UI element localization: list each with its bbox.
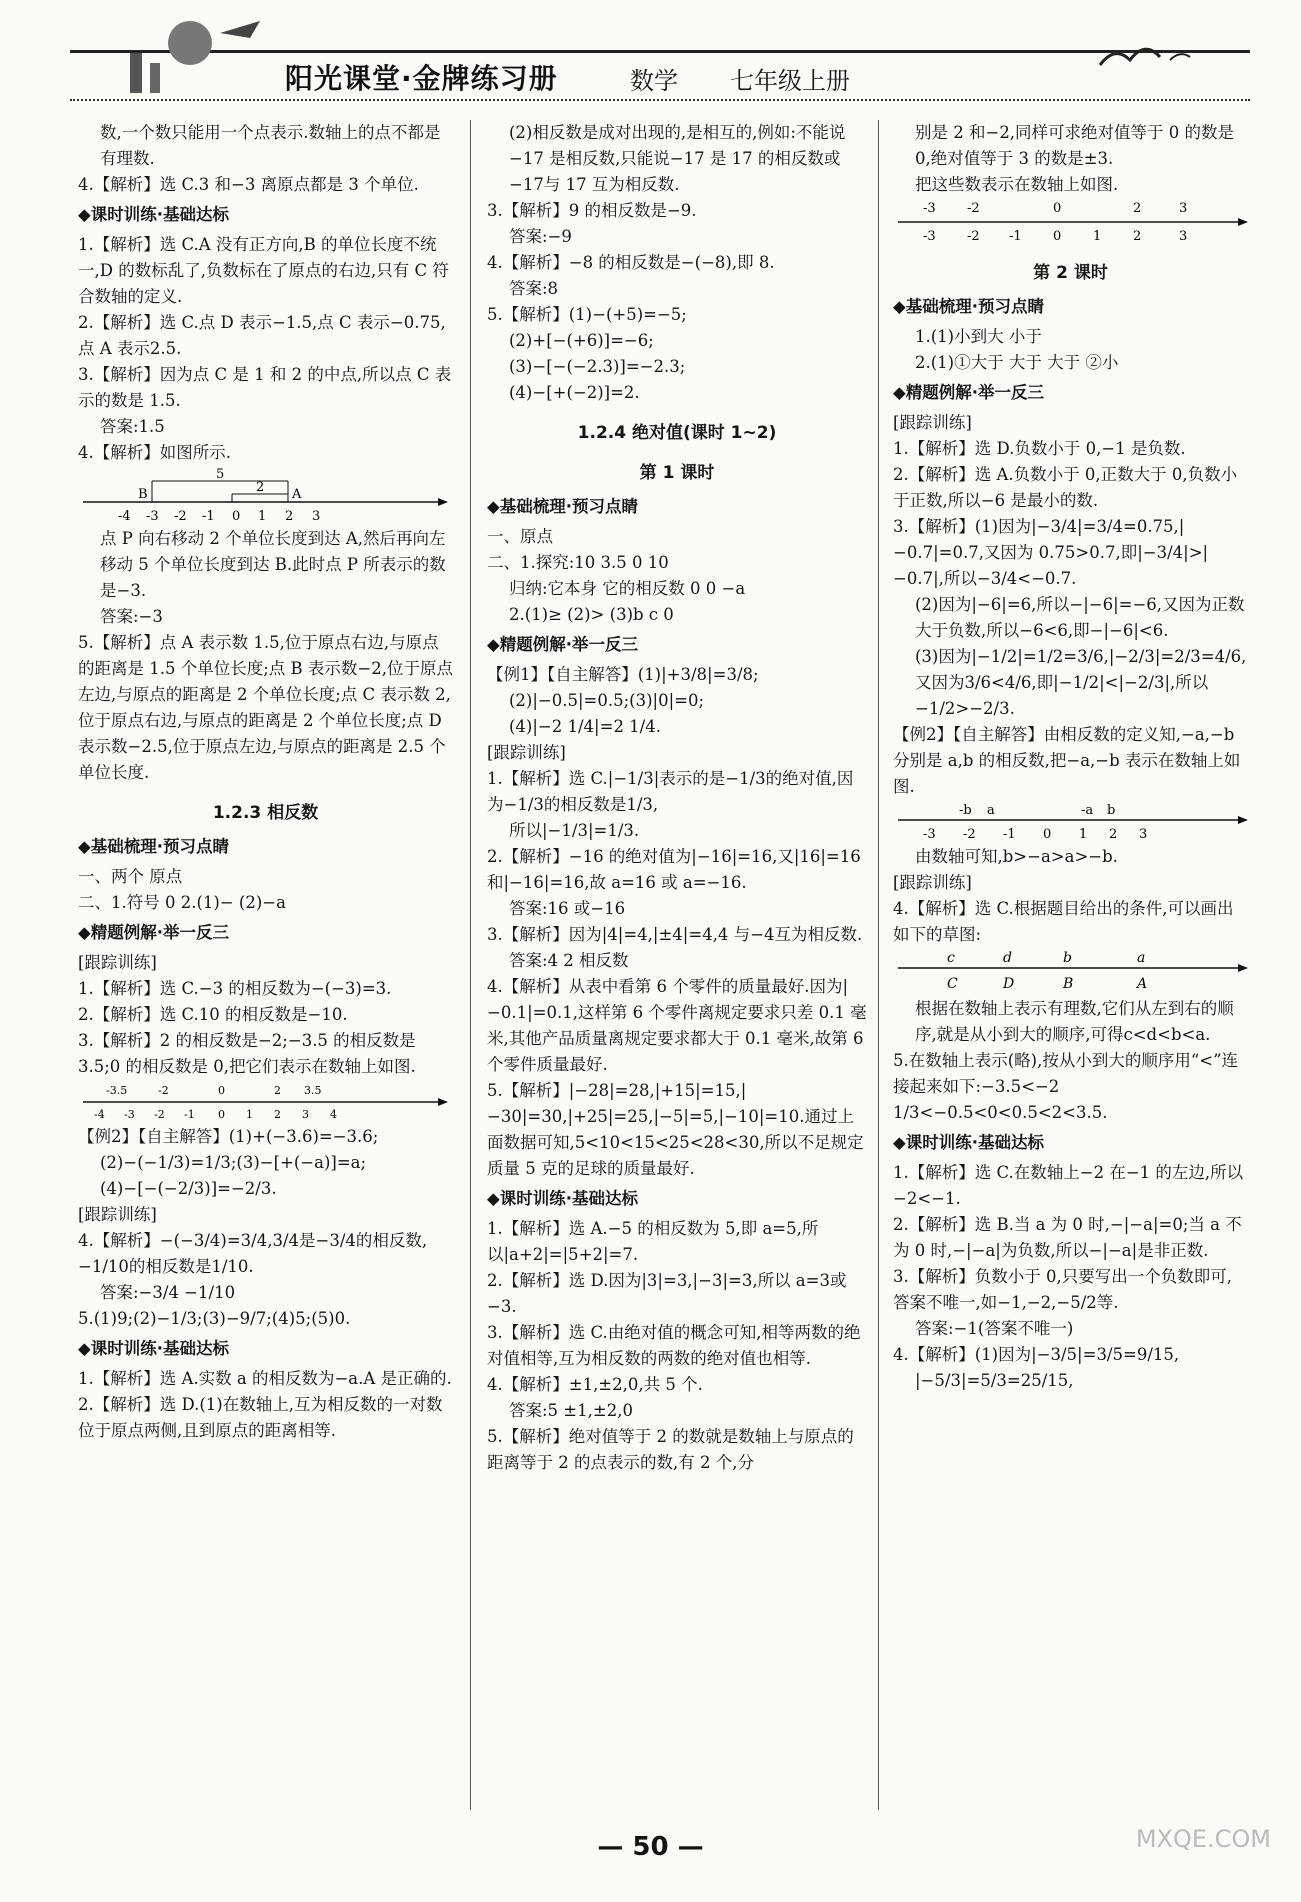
tick-label: 0 [232,509,241,524]
section-title: 第 1 课时 [639,463,715,483]
axis-label: 5 [216,467,225,482]
tick-label: 0 [218,1084,225,1097]
answer-line: 答案:1.5 [100,417,165,436]
section-heading: ◆课时训练·基础达标 [487,1189,638,1208]
answer-line: 答案:16 或−16 [509,899,626,918]
text-line: 所以|−1/3|=1/3. [509,821,640,840]
text-line: 【例2】【自主解答】由相反数的定义知,−a,−b 分别是 a,b 的相反数,把−a,−b 表示在数轴上如图. [893,725,1241,796]
text-line: 2.【解析】选 A.负数小于 0,正数大于 0,负数小于正数,所以−6 是最小的数. [893,465,1238,510]
tick-label: 0 [1043,827,1052,842]
text-line: 二、1.符号 0 2.(1)− (2)−a [78,893,286,912]
tick-label: -1 [1009,229,1022,244]
text-line: 4.【解析】(1)因为|−3/5|=3/5=9/15, [893,1345,1180,1364]
tick-label: b [1107,803,1116,818]
tick-label: -2 [967,201,980,216]
number-line-5 [893,948,1248,996]
text-line: (4)|−2 1/4|=2 1/4. [509,717,661,736]
text-line: [跟踪训练] [893,413,972,432]
text-line: 【例1】【自主解答】(1)|+3/8|=3/8; [487,665,759,684]
text-line: 1.【解析】选 C.A 没有正方向,B 的单位长度不统一,D 的数标乱了,负数标在了原点的右边,只有 C 符合数轴的定义. [78,235,449,306]
lamp-decoration-icon [110,13,300,93]
text-line: 一、两个 原点 [78,867,183,886]
tick-label: b [1063,950,1072,966]
text-line: 根据在数轴上表示有理数,它们从左到右的顺序,就是从小到大的顺序,可得c<d<b<a. [915,999,1234,1044]
text-line: 3.【解析】因为|4|=4,|±4|=4,4 与−4互为相反数. [487,925,863,944]
tick-label: 2 [1109,827,1118,842]
text-line: (3)−[−(−2.3)]=−2.3; [509,357,686,376]
text-line: [跟踪训练] [78,953,157,972]
tick-label: 2 [1133,201,1142,216]
text-line: (2)|−0.5|=0.5;(3)|0|=0; [509,691,705,710]
text-line: 2.【解析】选 D.因为|3|=3,|−3|=3,所以 a=3或−3. [487,1271,847,1316]
tick-label: 2 [285,509,294,524]
text-line: |−5/3|=5/3=25/15, [915,1371,1074,1390]
section-heading: ◆基础梳理·预习点睛 [487,497,638,516]
tick-label: -2 [154,1108,165,1121]
column-1 [78,120,453,1444]
tick-label: 4 [330,1108,337,1121]
tick-label: c [947,950,955,966]
text-line: [跟踪训练] [487,743,566,762]
text-line: 一、原点 [487,527,553,546]
text-line: 3.【解析】因为点 C 是 1 和 2 的中点,所以点 C 表示的数是 1.5. [78,365,452,410]
text-line: 5.【解析】绝对值等于 2 的数就是数轴上与原点的距离等于 2 的点表示的数,有 2 个,分 [487,1427,854,1472]
column-divider [878,120,879,1810]
answer-line: 答案:4 2 相反数 [509,951,629,970]
tick-label: -2 [174,509,187,524]
text-line: 由数轴可知,b>−a>a>−b. [915,847,1118,866]
answer-line: 答案:5 ±1,±2,0 [509,1401,633,1420]
text-line: 4.【解析】选 C.3 和−3 离原点都是 3 个单位. [78,175,419,194]
tick-label: a [1137,950,1146,966]
text-line: 1.【解析】选 C.|−1/3|表示的是−1/3的绝对值,因为−1/3的相反数是1/3, [487,769,854,814]
answer-line: 答案:−3/4 −1/10 [100,1283,236,1302]
text-line: 归纳:它本身 它的相反数 0 0 −a [509,579,746,598]
tick-label: -1 [1003,827,1016,842]
tick-label: -a [1081,803,1094,818]
text-line: (2)因为|−6|=6,所以−|−6|=−6,又因为正数大于负数,所以−6<6,即−|−6|<6. [915,595,1245,640]
axis-label: B [138,487,148,502]
text-line: 4.【解析】如图所示. [78,443,231,462]
column-2 [487,120,867,1476]
section-title: 1.2.4 绝对值(课时 1~2) [577,423,777,443]
subject-label: 数学 [630,67,678,95]
page-header [70,50,1250,101]
text-line: 1.【解析】选 A.实数 a 的相反数为−a.A 是正确的. [78,1369,452,1388]
text-line: 3.【解析】2 的相反数是−2;−3.5 的相反数是 3.5;0 的相反数是 0,把它们表示在数轴上如图. [78,1031,416,1076]
section-heading: ◆课时训练·基础达标 [78,1339,229,1358]
text-line: (4)−[+(−2)]=2. [509,383,640,402]
text-line: 二、1.探究:10 3.5 0 10 [487,553,669,572]
text-line: 5.(1)9;(2)−1/3;(3)−9/7;(4)5;(5)0. [78,1309,351,1328]
tick-label: C [947,976,958,992]
text-line: 把这些数表示在数轴上如图. [915,175,1119,194]
number-line-2 [78,1080,453,1124]
tick-label: 3 [1179,201,1188,216]
text-line: 4.【解析】−8 的相反数是−(−8),即 8. [487,253,775,272]
answer-line: 答案:−1(答案不唯一) [915,1319,1074,1338]
tick-label: 3 [1139,827,1148,842]
text-line: 2.【解析】−16 的绝对值为|−16|=16,又|16|=16 和|−16|=16,故 a=16 或 a=−16. [487,847,861,892]
text-line: (2)相反数是成对出现的,是相互的,例如:不能说−17 是相反数,只能说−17 是 17 的相反数或−17与 17 互为相反数. [509,123,846,194]
tick-label: -2 [158,1084,169,1097]
tick-label: 1 [246,1108,253,1121]
text-line: [跟踪训练] [893,873,972,892]
text-line: 5.【解析】|−28|=28,|+15|=15,|−30|=30,|+25|=25,|−5|=5,|−10|=10.通过上面数据可知,5<10<15<25<28<30,所以不足规定质量 5 克的足球的质量最好. [487,1081,864,1178]
text-line: (2)+[−(+6)]=−6; [509,331,654,350]
number-line-1 [78,466,453,526]
tick-label: -2 [967,229,980,244]
grade-label: 七年级上册 [730,67,850,95]
text-line: 1.【解析】选 D.负数小于 0,−1 是负数. [893,439,1186,458]
tick-label: A [1137,976,1148,992]
tick-label: -3 [923,201,936,216]
text-line: 1.【解析】选 C.在数轴上−2 在−1 的左边,所以−2<−1. [893,1163,1244,1208]
tick-label: 3.5 [304,1084,322,1097]
text-line: 5.【解析】(1)−(+5)=−5; [487,305,687,324]
text-line: 5.【解析】点 A 表示数 1.5,位于原点右边,与原点的距离是 1.5 个单位长度;点 B 表示数−2,位于原点左边,与原点的距离是 2 个单位长度;点 C 表示数 2,位于原点右边,与原点的距离是 2 个单位长度;点 D 表示数−2.5,位于原点左边,与原点的距离是 2.5 个单位长度. [78,633,453,782]
text-line: 点 P 向右移动 2 个单位长度到达 A,然后再向左移动 5 个单位长度到达 B.此时点 P 所表示的数是−3. [100,529,446,600]
tick-label: 2 [274,1084,281,1097]
tick-label: B [1063,976,1074,992]
tick-label: a [987,803,995,818]
number-line-4 [893,800,1248,844]
text-line: (3)因为|−1/2|=1/2=3/6,|−2/3|=2/3=4/6,又因为3/6<4/6,即|−1/2|<|−2/3|,所以−1/2>−2/3. [915,647,1247,718]
text-line: 1.【解析】选 C.−3 的相反数为−(−3)=3. [78,979,392,998]
axis-label: A [292,487,302,502]
section-heading: ◆课时训练·基础达标 [893,1133,1044,1152]
text-line: 2.【解析】选 C.点 D 表示−1.5,点 C 表示−0.75,点 A 表示2.5. [78,313,446,358]
answer-line: 答案:8 [509,279,559,298]
section-heading: ◆精题例解·举一反三 [78,923,229,942]
tick-label: D [1003,976,1015,992]
tick-label: -3 [146,509,159,524]
tick-label: 3 [1179,229,1188,244]
section-heading: ◆精题例解·举一反三 [487,635,638,654]
number-line-3 [893,198,1248,246]
tick-label: -4 [118,509,131,524]
tick-label: 2 [1133,229,1142,244]
text-line: 【例2】【自主解答】(1)+(−3.6)=−3.6; [78,1127,379,1146]
text-line: (4)−[−(−2/3)]=−2/3. [100,1179,277,1198]
tick-label: d [1003,950,1012,966]
text-line: 2.【解析】选 D.(1)在数轴上,互为相反数的一对数位于原点两侧,且到原点的距离相等. [78,1395,443,1440]
text-line: 2.【解析】选 C.10 的相反数是−10. [78,1005,348,1024]
text-line: 4.【解析】从表中看第 6 个零件的质量最好.因为|−0.1|=0.1,这样第 6 个零件离规定要求只差 0.1 毫米,其他产品质量离规定要求都大于 0.1 毫米,故第 6 个零件质量最好. [487,977,867,1074]
section-title: 第 2 课时 [1033,263,1108,283]
tick-label: 1 [1079,827,1088,842]
tick-label: -3.5 [106,1084,128,1097]
text-line: 1.【解析】选 A.−5 的相反数为 5,即 a=5,所以|a+2|=|5+2|=7. [487,1219,819,1264]
axis-label: 2 [256,480,265,495]
tick-label: -b [959,803,972,818]
section-heading: ◆基础梳理·预习点睛 [78,837,229,856]
watermark: MXQE.COM [1135,1825,1271,1853]
text-line: 1.(1)小到大 小于 [915,327,1042,346]
tick-label: 0 [218,1108,225,1121]
tick-label: -1 [202,509,215,524]
text-line: 3.【解析】选 C.由绝对值的概念可知,相等两数的绝对值相等,互为相反数的两数的绝对值也相等. [487,1323,861,1368]
answer-line: 答案:−9 [509,227,572,246]
book-title: 阳光课堂·金牌练习册 [285,62,558,95]
tick-label: 3 [302,1108,309,1121]
tick-label: 0 [1053,201,1062,216]
tick-label: -2 [963,827,976,842]
text-line: 3.【解析】负数小于 0,只要写出一个负数即可,答案不唯一,如−1,−2,−5/2等. [893,1267,1232,1312]
column-divider [470,120,471,1810]
tick-label: 3 [312,509,321,524]
column-3 [893,120,1248,1394]
text-line: 2.(1)≥ (2)> (3)b c 0 [509,605,674,624]
text-line: 5.在数轴上表示(略),按从小到大的顺序用“<”连接起来如下:−3.5<−2 1/3<−0.5<0<0.5<2<3.5. [893,1051,1239,1122]
text-line: 4.【解析】±1,±2,0,共 5 个. [487,1375,703,1394]
text-line: 3.【解析】(1)因为|−3/4|=3/4=0.75,|−0.7|=0.7,又因为 0.75>0.7,即|−3/4|>|−0.7|,所以−3/4<−0.7. [893,517,1209,588]
section-title: 1.2.3 相反数 [212,803,319,823]
tick-label: -3 [124,1108,135,1121]
birds-icon [1090,35,1210,75]
tick-label: -4 [94,1108,105,1121]
tick-label: -1 [184,1108,195,1121]
tick-label: 1 [258,509,267,524]
tick-label: -3 [923,229,936,244]
text-line: (2)−(−1/3)=1/3;(3)−[+(−a)]=a; [100,1153,367,1172]
text-line: 3.【解析】9 的相反数是−9. [487,201,697,220]
section-heading: ◆精题例解·举一反三 [893,383,1044,402]
text-line: 4.【解析】选 C.根据题目给出的条件,可以画出如下的草图: [893,899,1234,944]
answer-line: 答案:−3 [100,607,163,626]
page-number: — 50 — [597,1832,704,1862]
section-heading: ◆基础梳理·预习点睛 [893,297,1044,316]
text-line: 2.【解析】选 B.当 a 为 0 时,−|−a|=0;当 a 不为 0 时,−|−a|为负数,所以−|−a|是非正数. [893,1215,1242,1260]
text-line: 别是 2 和−2,同样可求绝对值等于 0 的数是 0,绝对值等于 3 的数是±3. [915,123,1235,168]
tick-label: 2 [274,1108,281,1121]
tick-label: -3 [923,827,936,842]
tick-label: 1 [1093,229,1102,244]
tick-label: 0 [1053,229,1062,244]
section-heading: ◆课时训练·基础达标 [78,205,229,224]
text-line: 数,一个数只能用一个点表示.数轴上的点不都是有理数. [100,123,441,168]
text-line: 2.(1)①大于 大于 大于 ②小 [915,353,1119,372]
text-line: 4.【解析】−(−3/4)=3/4,3/4是−3/4的相反数,−1/10的相反数是1/10. [78,1231,428,1276]
text-line: [跟踪训练] [78,1205,157,1224]
